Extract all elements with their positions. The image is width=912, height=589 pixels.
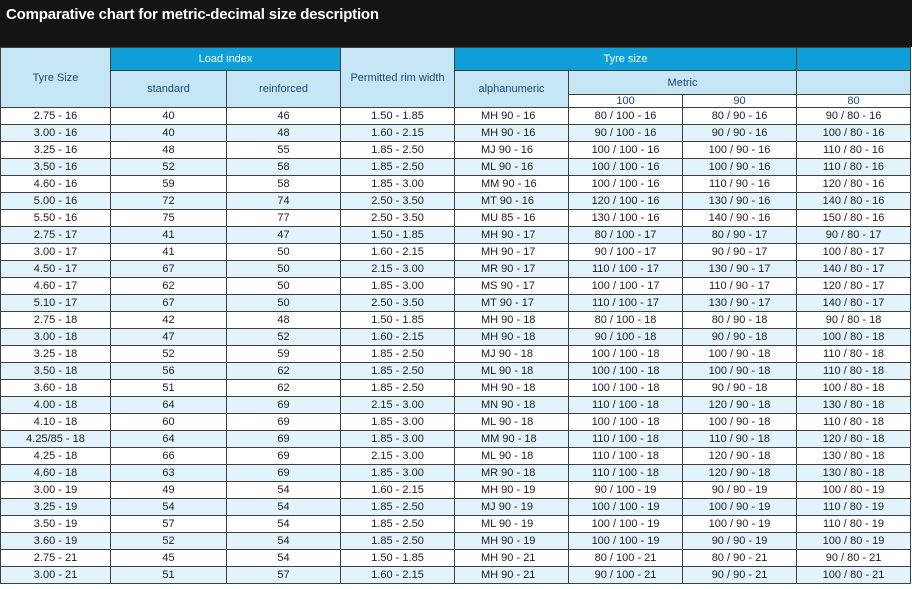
cell-tyre-size: 2.75 - 16 [1,108,111,125]
cell-rim-width: 1.60 - 2.15 [341,125,455,142]
cell-metric-80: 100 / 80 - 19 [797,533,911,550]
cell-rim-width: 2.50 - 3.50 [341,210,455,227]
header-standard: standard [111,71,227,108]
cell-tyre-size: 3.00 - 21 [1,567,111,584]
cell-metric-100: 100 / 100 - 18 [569,414,683,431]
cell-alphanumeric: MJ 90 - 16 [455,142,569,159]
cell-rim-width: 2.50 - 3.50 [341,295,455,312]
cell-tyre-size: 4.10 - 18 [1,414,111,431]
header-metric-90: 90 [683,95,797,108]
cell-metric-80: 130 / 80 - 18 [797,397,911,414]
cell-rim-width: 1.85 - 2.50 [341,346,455,363]
table-row [1,482,911,499]
header-blank-band [797,48,911,71]
cell-load-standard: 41 [111,227,227,244]
table-row [1,431,911,448]
table-row [1,550,911,567]
cell-metric-90: 90 / 90 - 21 [683,567,797,584]
cell-alphanumeric: MT 90 - 17 [455,295,569,312]
cell-rim-width: 1.50 - 1.85 [341,227,455,244]
cell-metric-80: 110 / 80 - 18 [797,414,911,431]
cell-metric-90: 90 / 90 - 19 [683,533,797,550]
cell-rim-width: 2.15 - 3.00 [341,397,455,414]
cell-metric-100: 100 / 100 - 19 [569,499,683,516]
cell-rim-width: 1.85 - 2.50 [341,499,455,516]
cell-metric-80: 110 / 80 - 19 [797,499,911,516]
cell-tyre-size: 3.25 - 19 [1,499,111,516]
cell-rim-width: 1.85 - 3.00 [341,278,455,295]
table-row [1,159,911,176]
cell-load-reinforced: 55 [227,142,341,159]
cell-tyre-size: 4.50 - 17 [1,261,111,278]
cell-load-reinforced: 58 [227,176,341,193]
cell-alphanumeric: ML 90 - 18 [455,448,569,465]
cell-load-standard: 62 [111,278,227,295]
cell-alphanumeric: MH 90 - 18 [455,329,569,346]
cell-load-standard: 64 [111,431,227,448]
table-row [1,176,911,193]
cell-load-reinforced: 54 [227,482,341,499]
table-row [1,380,911,397]
cell-rim-width: 1.85 - 2.50 [341,533,455,550]
header-metric-100: 100 [569,95,683,108]
cell-tyre-size: 3.60 - 19 [1,533,111,550]
table-row [1,516,911,533]
title-bar [0,0,912,47]
cell-rim-width: 1.85 - 2.50 [341,142,455,159]
cell-load-standard: 72 [111,193,227,210]
cell-rim-width: 1.85 - 2.50 [341,380,455,397]
cell-metric-80: 110 / 80 - 18 [797,363,911,380]
cell-load-reinforced: 54 [227,533,341,550]
cell-metric-100: 80 / 100 - 18 [569,312,683,329]
cell-alphanumeric: MJ 90 - 19 [455,499,569,516]
cell-load-reinforced: 62 [227,363,341,380]
cell-metric-90: 100 / 90 - 16 [683,159,797,176]
table-row [1,125,911,142]
cell-metric-90: 100 / 90 - 19 [683,516,797,533]
cell-alphanumeric: ML 90 - 18 [455,363,569,380]
cell-rim-width: 2.50 - 3.50 [341,193,455,210]
cell-metric-90: 140 / 90 - 16 [683,210,797,227]
cell-metric-80: 110 / 80 - 16 [797,142,911,159]
cell-rim-width: 1.60 - 2.15 [341,329,455,346]
cell-rim-width: 2.15 - 3.00 [341,448,455,465]
cell-load-reinforced: 69 [227,465,341,482]
cell-metric-80: 140 / 80 - 17 [797,261,911,278]
cell-rim-width: 2.15 - 3.00 [341,261,455,278]
cell-load-reinforced: 57 [227,567,341,584]
cell-load-standard: 41 [111,244,227,261]
cell-metric-100: 100 / 100 - 17 [569,278,683,295]
header-metric-80: 80 [797,95,911,108]
cell-load-standard: 57 [111,516,227,533]
header-tyre-size-group: Tyre size [455,48,797,71]
cell-rim-width: 1.85 - 2.50 [341,159,455,176]
header-load-index: Load index [111,48,341,71]
cell-rim-width: 1.50 - 1.85 [341,550,455,567]
cell-alphanumeric: ML 90 - 18 [455,414,569,431]
cell-metric-90: 130 / 90 - 16 [683,193,797,210]
cell-alphanumeric: MH 90 - 16 [455,125,569,142]
cell-metric-100: 110 / 100 - 17 [569,261,683,278]
cell-metric-100: 100 / 100 - 19 [569,516,683,533]
cell-load-standard: 67 [111,295,227,312]
cell-metric-80: 90 / 80 - 18 [797,312,911,329]
header-tyre-size: Tyre Size [1,48,111,108]
cell-tyre-size: 2.75 - 18 [1,312,111,329]
table-row [1,465,911,482]
cell-tyre-size: 3.50 - 18 [1,363,111,380]
cell-metric-80: 110 / 80 - 19 [797,516,911,533]
cell-alphanumeric: ML 90 - 16 [455,159,569,176]
cell-tyre-size: 3.25 - 16 [1,142,111,159]
cell-load-standard: 47 [111,329,227,346]
table-row [1,108,911,125]
cell-load-standard: 63 [111,465,227,482]
cell-load-standard: 60 [111,414,227,431]
cell-rim-width: 1.85 - 3.00 [341,176,455,193]
cell-load-reinforced: 50 [227,278,341,295]
cell-load-reinforced: 77 [227,210,341,227]
header-permitted-rim-width: Permitted rim width [341,48,455,108]
cell-rim-width: 1.50 - 1.85 [341,108,455,125]
cell-load-reinforced: 54 [227,516,341,533]
cell-metric-100: 100 / 100 - 18 [569,363,683,380]
cell-metric-90: 100 / 90 - 19 [683,499,797,516]
cell-tyre-size: 3.25 - 18 [1,346,111,363]
cell-tyre-size: 4.60 - 16 [1,176,111,193]
cell-load-reinforced: 69 [227,414,341,431]
cell-tyre-size: 5.50 - 16 [1,210,111,227]
cell-load-reinforced: 62 [227,380,341,397]
table-row [1,244,911,261]
table-row [1,278,911,295]
table-row [1,227,911,244]
cell-load-reinforced: 69 [227,397,341,414]
cell-metric-100: 110 / 100 - 18 [569,465,683,482]
cell-tyre-size: 5.10 - 17 [1,295,111,312]
cell-load-standard: 75 [111,210,227,227]
cell-metric-90: 120 / 90 - 18 [683,465,797,482]
cell-metric-100: 90 / 100 - 21 [569,567,683,584]
cell-metric-80: 100 / 80 - 16 [797,125,911,142]
cell-load-standard: 51 [111,567,227,584]
cell-load-standard: 64 [111,397,227,414]
cell-tyre-size: 3.00 - 18 [1,329,111,346]
cell-load-reinforced: 47 [227,227,341,244]
cell-load-standard: 40 [111,108,227,125]
cell-metric-90: 130 / 90 - 17 [683,261,797,278]
cell-metric-90: 80 / 90 - 21 [683,550,797,567]
cell-alphanumeric: MN 90 - 18 [455,397,569,414]
cell-rim-width: 1.85 - 2.50 [341,516,455,533]
table-row [1,329,911,346]
cell-alphanumeric: MH 90 - 18 [455,312,569,329]
cell-tyre-size: 2.75 - 17 [1,227,111,244]
cell-rim-width: 1.60 - 2.15 [341,482,455,499]
cell-load-reinforced: 58 [227,159,341,176]
cell-tyre-size: 4.60 - 18 [1,465,111,482]
cell-metric-80: 100 / 80 - 19 [797,482,911,499]
cell-alphanumeric: MH 90 - 16 [455,108,569,125]
cell-rim-width: 1.85 - 3.00 [341,431,455,448]
table-row [1,346,911,363]
cell-alphanumeric: MU 85 - 16 [455,210,569,227]
cell-tyre-size: 3.00 - 19 [1,482,111,499]
cell-metric-100: 110 / 100 - 18 [569,431,683,448]
table-row [1,261,911,278]
table-row [1,397,911,414]
cell-metric-90: 100 / 90 - 18 [683,414,797,431]
cell-load-standard: 48 [111,142,227,159]
header-metric: Metric [569,71,797,95]
cell-rim-width: 1.50 - 1.85 [341,312,455,329]
cell-load-standard: 51 [111,380,227,397]
table-row [1,533,911,550]
cell-metric-90: 110 / 90 - 16 [683,176,797,193]
cell-metric-100: 110 / 100 - 18 [569,397,683,414]
cell-metric-80: 140 / 80 - 17 [797,295,911,312]
cell-load-reinforced: 59 [227,346,341,363]
cell-metric-80: 100 / 80 - 17 [797,244,911,261]
cell-rim-width: 1.60 - 2.15 [341,244,455,261]
table-row [1,567,911,584]
table-row [1,414,911,431]
cell-alphanumeric: MH 90 - 18 [455,380,569,397]
table-row [1,142,911,159]
cell-load-reinforced: 54 [227,550,341,567]
cell-metric-100: 100 / 100 - 16 [569,176,683,193]
cell-metric-100: 120 / 100 - 16 [569,193,683,210]
cell-load-reinforced: 50 [227,295,341,312]
cell-metric-100: 130 / 100 - 16 [569,210,683,227]
cell-metric-90: 80 / 90 - 18 [683,312,797,329]
cell-metric-80: 120 / 80 - 18 [797,431,911,448]
table-row [1,448,911,465]
cell-metric-90: 100 / 90 - 16 [683,142,797,159]
cell-alphanumeric: MJ 90 - 18 [455,346,569,363]
cell-metric-80: 130 / 80 - 18 [797,448,911,465]
cell-alphanumeric: MT 90 - 16 [455,193,569,210]
table-row [1,295,911,312]
cell-metric-80: 140 / 80 - 16 [797,193,911,210]
cell-metric-90: 80 / 90 - 17 [683,227,797,244]
cell-tyre-size: 5.00 - 16 [1,193,111,210]
cell-metric-80: 120 / 80 - 16 [797,176,911,193]
cell-load-standard: 42 [111,312,227,329]
cell-metric-80: 90 / 80 - 21 [797,550,911,567]
cell-tyre-size: 3.50 - 16 [1,159,111,176]
cell-metric-80: 120 / 80 - 17 [797,278,911,295]
cell-metric-90: 90 / 90 - 16 [683,125,797,142]
cell-load-reinforced: 48 [227,312,341,329]
cell-metric-90: 80 / 90 - 16 [683,108,797,125]
cell-tyre-size: 4.00 - 18 [1,397,111,414]
cell-load-standard: 40 [111,125,227,142]
cell-load-standard: 52 [111,346,227,363]
cell-load-reinforced: 48 [227,125,341,142]
cell-rim-width: 1.85 - 3.00 [341,414,455,431]
table-row [1,312,911,329]
cell-metric-100: 80 / 100 - 17 [569,227,683,244]
cell-alphanumeric: MH 90 - 17 [455,227,569,244]
cell-load-standard: 59 [111,176,227,193]
cell-load-reinforced: 50 [227,244,341,261]
cell-metric-80: 100 / 80 - 18 [797,329,911,346]
cell-load-reinforced: 52 [227,329,341,346]
cell-metric-90: 90 / 90 - 19 [683,482,797,499]
cell-tyre-size: 3.50 - 19 [1,516,111,533]
cell-metric-100: 110 / 100 - 17 [569,295,683,312]
cell-metric-90: 90 / 90 - 18 [683,380,797,397]
cell-metric-80: 100 / 80 - 18 [797,380,911,397]
cell-alphanumeric: MH 90 - 21 [455,550,569,567]
cell-alphanumeric: MH 90 - 21 [455,567,569,584]
table-row [1,210,911,227]
cell-metric-80: 150 / 80 - 16 [797,210,911,227]
cell-load-standard: 52 [111,533,227,550]
header-alphanumeric: alphanumeric [455,71,569,108]
cell-load-standard: 67 [111,261,227,278]
size-comparison-table [0,47,911,584]
cell-rim-width: 1.85 - 3.00 [341,465,455,482]
cell-metric-90: 120 / 90 - 18 [683,397,797,414]
cell-metric-100: 100 / 100 - 19 [569,533,683,550]
cell-metric-90: 110 / 90 - 17 [683,278,797,295]
header-metric-blank [797,71,911,95]
cell-metric-100: 80 / 100 - 21 [569,550,683,567]
cell-metric-90: 100 / 90 - 18 [683,363,797,380]
cell-alphanumeric: ML 90 - 19 [455,516,569,533]
cell-load-reinforced: 50 [227,261,341,278]
cell-tyre-size: 4.60 - 17 [1,278,111,295]
cell-load-reinforced: 46 [227,108,341,125]
cell-alphanumeric: MH 90 - 19 [455,533,569,550]
cell-load-standard: 56 [111,363,227,380]
cell-metric-90: 120 / 90 - 18 [683,448,797,465]
cell-tyre-size: 3.60 - 18 [1,380,111,397]
cell-load-standard: 54 [111,499,227,516]
cell-alphanumeric: MR 90 - 17 [455,261,569,278]
cell-metric-100: 90 / 100 - 19 [569,482,683,499]
cell-load-standard: 49 [111,482,227,499]
cell-metric-100: 80 / 100 - 16 [569,108,683,125]
cell-alphanumeric: MH 90 - 17 [455,244,569,261]
cell-alphanumeric: MM 90 - 18 [455,431,569,448]
cell-tyre-size: 4.25 - 18 [1,448,111,465]
cell-metric-90: 130 / 90 - 17 [683,295,797,312]
cell-metric-80: 110 / 80 - 16 [797,159,911,176]
table-body [1,108,911,584]
cell-metric-100: 90 / 100 - 17 [569,244,683,261]
cell-metric-80: 90 / 80 - 17 [797,227,911,244]
cell-metric-80: 100 / 80 - 21 [797,567,911,584]
cell-tyre-size: 4.25/85 - 18 [1,431,111,448]
cell-alphanumeric: MS 90 - 17 [455,278,569,295]
cell-metric-100: 100 / 100 - 16 [569,159,683,176]
cell-rim-width: 1.60 - 2.15 [341,567,455,584]
cell-metric-90: 110 / 90 - 18 [683,431,797,448]
cell-metric-100: 100 / 100 - 16 [569,142,683,159]
cell-load-standard: 66 [111,448,227,465]
cell-load-standard: 52 [111,159,227,176]
cell-metric-80: 130 / 80 - 18 [797,465,911,482]
table-row [1,193,911,210]
cell-metric-90: 90 / 90 - 17 [683,244,797,261]
header-reinforced: reinforced [227,71,341,108]
cell-alphanumeric: MH 90 - 19 [455,482,569,499]
cell-metric-100: 100 / 100 - 18 [569,346,683,363]
cell-tyre-size: 3.00 - 16 [1,125,111,142]
page-title: Comparative chart for metric-decimal size description [6,6,379,23]
cell-load-standard: 45 [111,550,227,567]
cell-alphanumeric: MM 90 - 16 [455,176,569,193]
cell-alphanumeric: MR 90 - 18 [455,465,569,482]
cell-metric-100: 110 / 100 - 18 [569,448,683,465]
cell-metric-100: 100 / 100 - 18 [569,380,683,397]
table-row [1,363,911,380]
cell-load-reinforced: 74 [227,193,341,210]
cell-load-reinforced: 69 [227,431,341,448]
cell-tyre-size: 3.00 - 17 [1,244,111,261]
cell-load-reinforced: 54 [227,499,341,516]
cell-rim-width: 1.85 - 2.50 [341,363,455,380]
cell-tyre-size: 2.75 - 21 [1,550,111,567]
cell-metric-90: 100 / 90 - 18 [683,346,797,363]
cell-metric-80: 110 / 80 - 18 [797,346,911,363]
cell-load-reinforced: 69 [227,448,341,465]
cell-metric-80: 90 / 80 - 16 [797,108,911,125]
cell-metric-100: 90 / 100 - 16 [569,125,683,142]
cell-metric-90: 90 / 90 - 18 [683,329,797,346]
table-row [1,499,911,516]
cell-metric-100: 90 / 100 - 18 [569,329,683,346]
